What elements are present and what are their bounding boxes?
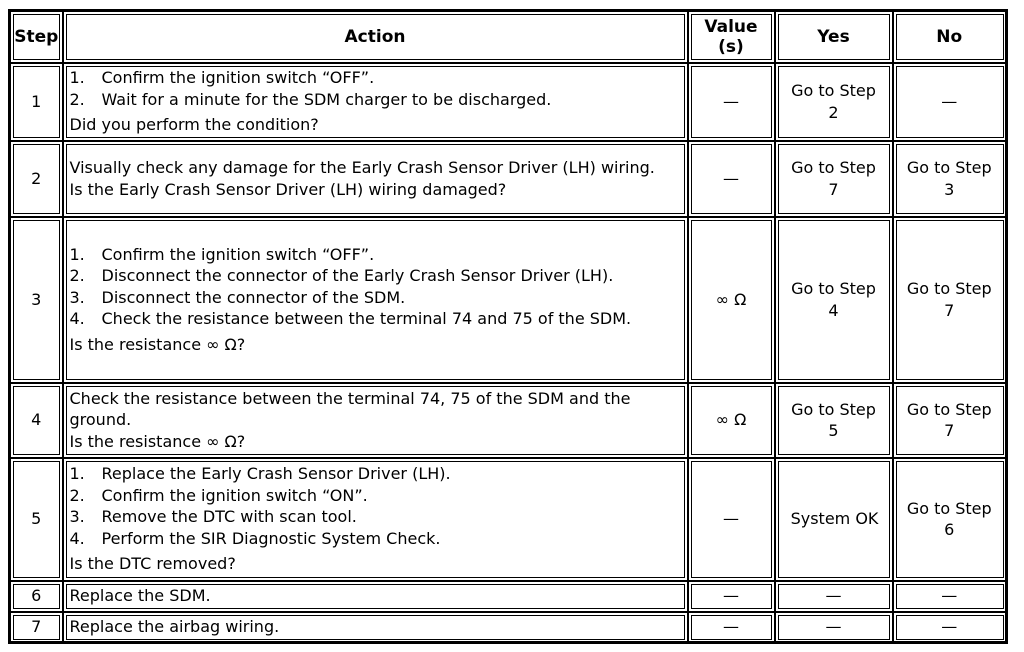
table-body: [10, 63, 1007, 643]
action-step-text: Replace the Early Crash Sensor Driver (LH).: [101, 464, 451, 484]
step-number: 3: [10, 217, 63, 383]
no-result: Go to Step 3: [906, 158, 992, 199]
no-cell: [893, 141, 1007, 217]
action-cell: [63, 581, 688, 612]
step-number: 1: [10, 63, 63, 141]
action-step-text: Wait for a minute for the SDM charger to be discharged.: [101, 89, 552, 109]
no-result: Go to Step 6: [906, 498, 992, 539]
action-text: Replace the SDM.: [69, 586, 211, 606]
action-step: [70, 308, 681, 330]
yes-result: Go to Step 5: [791, 399, 876, 440]
no-result: —: [941, 586, 958, 606]
no-cell: [893, 217, 1007, 383]
table-row: [10, 141, 1007, 217]
action-step-number: 1.: [69, 464, 85, 484]
step-number: 2: [10, 141, 63, 217]
header-row: [10, 11, 1007, 63]
action-text: Check the resistance between the terminal 74, 75 of the SDM and the ground.: [69, 388, 631, 430]
step-number: 4: [10, 383, 63, 458]
action-steps: [70, 67, 681, 110]
action-question: Is the resistance ∞ Ω?: [69, 334, 246, 354]
header-value-label: Value (s): [704, 16, 758, 57]
action-step-number: 2.: [69, 266, 85, 286]
no-result: —: [941, 617, 958, 636]
diagnostic-table: [8, 9, 1008, 644]
yes-cell: [775, 63, 893, 141]
table-row: [10, 63, 1007, 141]
action-step: [70, 463, 681, 485]
action-steps: [70, 244, 681, 330]
yes-cell: [775, 141, 893, 217]
yes-cell: [775, 581, 893, 612]
yes-cell: [775, 612, 893, 643]
header-step: Step: [10, 11, 63, 63]
table-row: [10, 458, 1007, 581]
header-action: Action: [63, 11, 688, 63]
action-step-number: 3.: [69, 507, 85, 527]
action-cell: [63, 458, 688, 581]
action-step: [70, 265, 681, 287]
action-step-number: 1.: [69, 244, 85, 264]
action-step-number: 2.: [69, 89, 85, 109]
step-number: 6: [10, 581, 63, 612]
action-step: [70, 244, 681, 266]
step-number: 5: [10, 458, 63, 581]
action-steps: [70, 463, 681, 549]
action-cell: [63, 612, 688, 643]
value-cell: —: [688, 63, 775, 141]
yes-result: —: [825, 586, 842, 606]
step-number: 7: [10, 612, 63, 643]
yes-result: Go to Step 2: [791, 81, 876, 122]
action-step-text: Confirm the ignition switch “ON”.: [101, 485, 368, 505]
action-step-number: 3.: [69, 287, 85, 307]
action-text: Replace the airbag wiring.: [69, 617, 280, 636]
header-value: [688, 11, 775, 63]
action-step-text: Check the resistance between the terminal 74 and 75 of the SDM.: [101, 309, 632, 329]
action-step: [70, 287, 681, 309]
action-step-text: Confirm the ignition switch “OFF”.: [101, 244, 375, 264]
action-question: Is the resistance ∞ Ω?: [69, 431, 246, 451]
action-question: Is the Early Crash Sensor Driver (LH) wiring damaged?: [69, 179, 507, 199]
action-step: [70, 67, 681, 89]
header-no: No: [893, 11, 1007, 63]
action-question: Is the DTC removed?: [69, 554, 236, 574]
value-cell: —: [688, 581, 775, 612]
action-step-text: Disconnect the connector of the Early Crash Sensor Driver (LH).: [101, 266, 614, 286]
value-cell: —: [688, 612, 775, 643]
table-row: [10, 612, 1007, 643]
table-row: [10, 217, 1007, 383]
yes-result: System OK: [790, 509, 879, 529]
header-yes: Yes: [775, 11, 893, 63]
action-step: [70, 89, 681, 111]
action-step-text: Disconnect the connector of the SDM.: [101, 287, 406, 307]
yes-result: Go to Step 4: [791, 279, 876, 320]
action-cell: [63, 217, 688, 383]
action-question: Did you perform the condition?: [69, 115, 319, 135]
value-cell: ∞ Ω: [688, 217, 775, 383]
table-row: [10, 383, 1007, 458]
value-cell: ∞ Ω: [688, 383, 775, 458]
action-cell: [63, 141, 688, 217]
action-step-number: 4.: [69, 528, 85, 548]
action-step-number: 4.: [69, 309, 85, 329]
yes-result: Go to Step 7: [791, 158, 876, 199]
no-result: Go to Step 7: [906, 279, 992, 320]
yes-cell: [775, 217, 893, 383]
action-step-text: Confirm the ignition switch “OFF”.: [101, 68, 375, 88]
value-cell: —: [688, 141, 775, 217]
action-step: [70, 506, 681, 528]
action-step: [70, 485, 681, 507]
action-step-text: Remove the DTC with scan tool.: [101, 507, 357, 527]
action-cell: [63, 63, 688, 141]
action-cell: [63, 383, 688, 458]
yes-result: —: [825, 617, 842, 636]
yes-cell: [775, 458, 893, 581]
no-cell: [893, 581, 1007, 612]
no-cell: [893, 612, 1007, 643]
no-cell: [893, 458, 1007, 581]
no-cell: [893, 383, 1007, 458]
action-step-text: Perform the SIR Diagnostic System Check.: [101, 528, 441, 548]
no-cell: [893, 63, 1007, 141]
action-step-number: 1.: [69, 68, 85, 88]
action-step-number: 2.: [69, 485, 85, 505]
no-result: Go to Step 7: [906, 399, 992, 440]
table-row: [10, 581, 1007, 612]
value-cell: —: [688, 458, 775, 581]
no-result: —: [941, 91, 958, 111]
action-text: Visually check any damage for the Early Crash Sensor Driver (LH) wiring.: [69, 158, 655, 177]
yes-cell: [775, 383, 893, 458]
action-step: [70, 528, 681, 550]
